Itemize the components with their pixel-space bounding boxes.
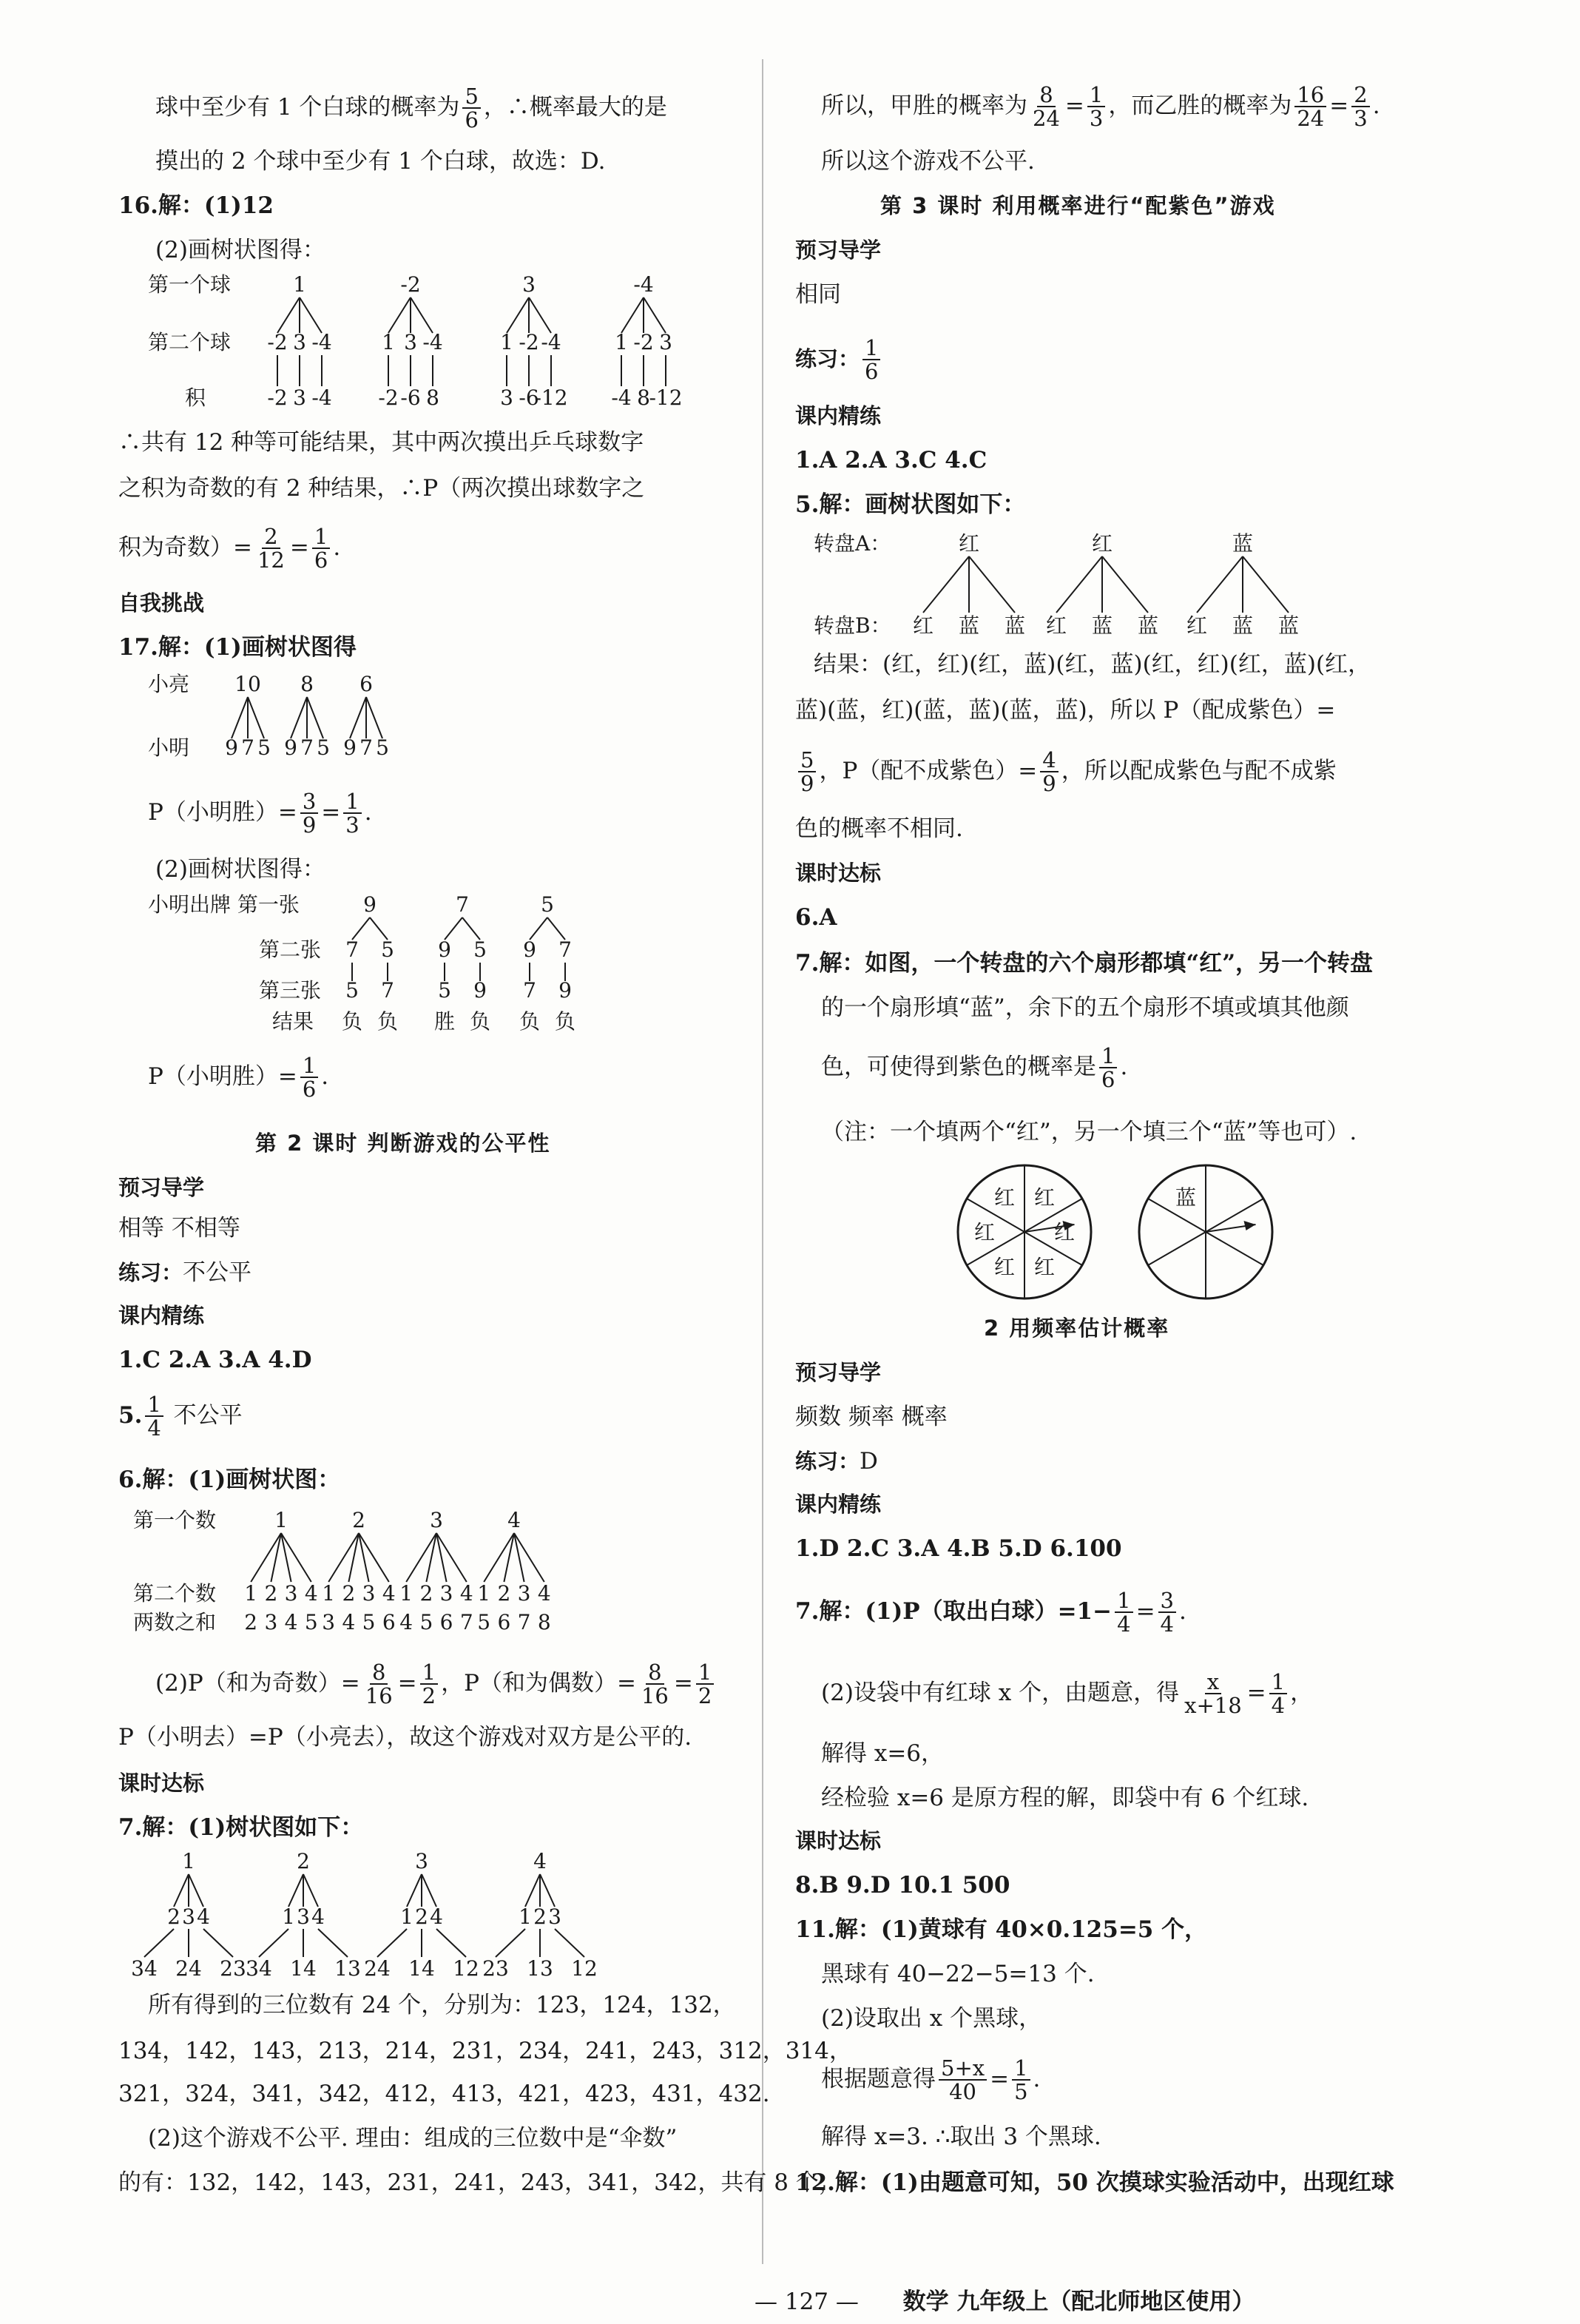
tree-node: 3: [500, 385, 513, 410]
tree-node: 9: [284, 735, 297, 760]
tree-label: 转盘A：: [814, 531, 891, 556]
tree-node: 3: [264, 1610, 278, 1634]
text-line: 6.A: [795, 904, 837, 931]
tree-branch: [540, 1874, 555, 1907]
tree-node: 9: [558, 978, 572, 1003]
tree-node: 13: [334, 1956, 361, 1979]
tree-label: 第二个球: [148, 330, 232, 354]
tree-branch: [174, 1874, 189, 1907]
tree-node: 9: [343, 735, 357, 760]
text-line: 所以，甲胜的概率为 $\frac{8}{24}$ = $\frac{1}{3}$ ，而乙胜的概率为 $\frac{16}{24}$ = $\frac{2}{3}$ .: [821, 82, 1380, 132]
tree-node: 2: [297, 1849, 310, 1873]
tree-node: 蓝: [1137, 613, 1159, 638]
section-heading: 课内精练: [795, 1492, 882, 1517]
tree-node: 1: [322, 1581, 336, 1606]
tree-branch: [248, 697, 264, 738]
tree-branch: [1056, 556, 1102, 613]
text-line: P（小明去）=P（小亮去），故这个游戏对双方是公平的.: [118, 1724, 692, 1751]
tree-node: 1: [477, 1581, 491, 1606]
tree-branch: [530, 917, 547, 940]
tree-branch: [529, 297, 551, 333]
text-line: 色，可使得到紫色的概率是 $\frac{1}{6}$ .: [821, 1043, 1128, 1093]
section-heading: 预习导学: [118, 1175, 205, 1200]
tree-node: -4: [611, 385, 632, 410]
tree-node: 负: [469, 1009, 491, 1034]
tree-node: 4: [459, 1581, 473, 1606]
tree-node: 负: [519, 1009, 541, 1034]
tree-node: 8: [537, 1610, 551, 1634]
text-line: 频数 频率 概率: [795, 1404, 948, 1430]
tree-label: 第二个数: [133, 1581, 217, 1606]
text-line: 5. $\frac{1}{4}$ 不公平: [118, 1392, 243, 1441]
page-footer: [754, 2283, 1255, 2316]
tree-node: 13: [527, 1956, 553, 1979]
spinner-sector-label: 红: [993, 1254, 1016, 1279]
tree-node: 5: [376, 735, 389, 760]
text-line: 之积为奇数的有 2 种结果，∴P（两次摸出球数字之: [118, 475, 645, 502]
tree-branch: [1197, 556, 1243, 613]
tree-label: 结果: [272, 1009, 314, 1034]
tree-node: 4: [342, 1610, 356, 1634]
tree-label: 两数之和: [133, 1610, 217, 1634]
tree-node: 14: [290, 1956, 317, 1979]
text-line: 321，324，341，342，412，413，421，423，431，432.: [118, 2081, 770, 2107]
tree-branch: [1243, 556, 1289, 613]
tree-node: -6: [519, 385, 539, 410]
text-line: 7.解：(1)P（取出白球）=1− $\frac{1}{4}$ = $\frac{3}{4}$ .: [795, 1588, 1186, 1637]
text-line: 的一个扇形填“蓝”，余下的五个扇形不填或填其他颜: [821, 994, 1349, 1021]
tree-branch: [300, 297, 322, 333]
tree-node: 1: [500, 330, 513, 354]
tree-branch: [232, 697, 248, 738]
section-heading: 预习导学: [795, 1360, 882, 1385]
tree-branch: [407, 1874, 422, 1907]
tree-branch: [277, 297, 300, 333]
tree-node: 蓝: [1004, 613, 1026, 638]
tree-node: 2: [167, 1904, 180, 1929]
tree-node: 1: [382, 330, 395, 354]
text-line: 11.解：(1)黄球有 40×0.125=5 个，: [795, 1916, 1208, 1943]
tree-node: 3: [362, 1581, 376, 1606]
tree-label: 第三张: [259, 978, 322, 1003]
text-line: 球中至少有 1 个白球的概率为 $\frac{5}{6}$ ，∴概率最大的是: [155, 84, 667, 133]
text-line: 7.解：如图，一个转盘的六个扇形都填“红”，另一个转盘: [795, 950, 1374, 977]
tree-node: 3: [297, 1904, 310, 1929]
text-line: (2)P（和为奇数）= $\frac{8}{16}$ = $\frac{1}{2}$ ，P（和为偶数）= $\frac{8}{16}$ = $\frac{1}{2}$: [155, 1661, 717, 1708]
tree-node: 2: [352, 1508, 365, 1532]
text-line: 12.解：(1)由题意可知，50 次摸球实验活动中，出现红球: [795, 2169, 1394, 2196]
tree-branch: [377, 1929, 407, 1957]
tree-node: 9: [225, 735, 238, 760]
text-line: 经检验 x=6 是原方程的解，即袋中有 6 个红球.: [821, 1785, 1309, 1811]
tree-branch: [189, 1874, 203, 1907]
section-heading: 课时达标: [795, 860, 882, 886]
tree-node: 3: [322, 1610, 336, 1634]
tree-node: 4: [197, 1904, 210, 1929]
tree-diagram-5: [814, 525, 1331, 644]
tree-node: 负: [554, 1009, 576, 1034]
text-line: 5.解：画树状图如下：: [795, 491, 1026, 518]
tree-node: 7: [517, 1610, 531, 1634]
tree-node: 8: [637, 385, 650, 410]
tree-label: 小亮: [148, 672, 190, 696]
tree-diagram-7: [118, 1846, 754, 1979]
tree-node: 7: [300, 735, 314, 760]
text-line: (2)这个游戏不公平. 理由：组成的三位数中是“伞数”: [148, 2125, 678, 2152]
tree-label: 第一个数: [133, 1508, 217, 1532]
tree-node: 4: [533, 1849, 547, 1873]
text-line: 所有得到的三位数有 24 个，分别为：123，124，132，: [148, 1992, 736, 2018]
tree-node: 7: [381, 978, 394, 1003]
tree-branch: [969, 556, 1015, 613]
tree-node: 9: [523, 937, 536, 962]
tree-node: -2: [633, 330, 654, 354]
tree-node: 2: [497, 1581, 511, 1606]
tree-branch: [1148, 1232, 1206, 1265]
tree-node: 1: [244, 1581, 258, 1606]
tree-branch: [411, 297, 433, 333]
tree-node: 1: [399, 1581, 413, 1606]
text-line: (2)画树状图得：: [155, 237, 325, 263]
text-line: (2)画树状图得：: [155, 856, 325, 883]
tree-node: 5: [419, 1610, 433, 1634]
tree-node: 6: [382, 1610, 396, 1634]
tree-node: 3: [404, 330, 417, 354]
tree-node: 8: [300, 672, 314, 696]
lesson-title: 第 3 课时 利用概率进行“配紫色”游戏: [880, 193, 1276, 218]
text-line: P（小明胜）= $\frac{3}{9}$ = $\frac{1}{3}$ .: [148, 789, 372, 838]
text-line: 色的概率不相同.: [795, 815, 963, 842]
tree-branch: [436, 1929, 466, 1957]
tree-node: 红: [1091, 531, 1113, 556]
tree-node: -12: [534, 385, 568, 410]
tree-node: 2: [415, 1904, 428, 1929]
tree-branch: [366, 697, 382, 738]
text-line: （注：一个填两个“红”，另一个填三个“蓝”等也可）.: [821, 1119, 1357, 1145]
tree-node: 1: [274, 1508, 288, 1532]
tree-node: 1: [282, 1904, 295, 1929]
text-line: 练习：不公平: [118, 1259, 252, 1286]
tree-node: 2: [533, 1904, 547, 1929]
tree-node: -2: [378, 385, 399, 410]
tree-diagram-6: [133, 1502, 754, 1639]
tree-node: -2: [267, 330, 288, 354]
tree-node: 4: [537, 1581, 551, 1606]
text-line: 解得 x=3. ∴取出 3 个黑球.: [821, 2123, 1101, 2150]
tree-label: 第二张: [259, 937, 322, 962]
column-divider: [762, 59, 763, 2264]
tree-node: 34: [131, 1956, 158, 1979]
tree-branch: [303, 1874, 318, 1907]
tree-node: 5: [541, 892, 554, 917]
tree-branch: [1102, 556, 1148, 613]
tree-branch: [496, 1929, 525, 1957]
page-number: — 127 —: [754, 2288, 859, 2315]
tree-node: 9: [438, 937, 451, 962]
tree-node: 7: [241, 735, 254, 760]
text-line: 所以这个游戏不公平.: [821, 148, 1035, 175]
tree-node: 24: [175, 1956, 202, 1979]
spinner-sector-label: 红: [973, 1220, 996, 1244]
tree-node: 4: [507, 1508, 521, 1532]
tree-branch: [525, 1874, 540, 1907]
text-line: 摸出的 2 个球中至少有 1 个白球，故选：D.: [155, 148, 606, 175]
tree-node: 9: [473, 978, 487, 1003]
tree-node: 4: [284, 1610, 298, 1634]
tree-branch: [923, 556, 969, 613]
tree-node: 4: [382, 1581, 396, 1606]
tree-branch: [1206, 1232, 1263, 1265]
tree-node: 4: [430, 1904, 443, 1929]
tree-branch: [318, 1929, 348, 1957]
lesson-title: 第 2 课时 判断游戏的公平性: [255, 1131, 551, 1156]
tree-branch: [288, 1874, 303, 1907]
text-line: 134，142，143，213，214，231，234，241，243，312，314，: [118, 2038, 852, 2064]
tree-node: 3: [293, 385, 306, 410]
text-line: 17.解：(1)画树状图得: [118, 634, 357, 661]
tree-node: 红: [958, 531, 980, 556]
tree-node: 3: [548, 1904, 561, 1929]
text-line: (2)设取出 x 个黑球，: [821, 2005, 1042, 2032]
tree-branch: [307, 697, 323, 738]
tree-branch: [621, 297, 644, 333]
text-line: 相等 不相等: [118, 1215, 240, 1242]
text-line: 练习： $\frac{1}{6}$: [795, 337, 883, 383]
tree-node: 红: [1045, 613, 1067, 638]
tree-node: 蓝: [1232, 531, 1254, 556]
text-line: 蓝)(蓝，红)(蓝，蓝)(蓝，蓝)，所以 P（配成紫色）=: [795, 697, 1336, 724]
text-line: 练习：D: [795, 1448, 878, 1475]
tree-node: 4: [399, 1610, 413, 1634]
tree-node: 3: [439, 1581, 453, 1606]
tree-node: 1: [519, 1904, 532, 1929]
tree-node: 24: [364, 1956, 391, 1979]
tree-label: 第一个球: [148, 272, 232, 297]
section-heading: 课时达标: [118, 1771, 205, 1796]
tree-branch: [644, 297, 666, 333]
tree-node: 8: [426, 385, 439, 410]
tree-branch: [555, 1929, 584, 1957]
tree-node: 6: [497, 1610, 511, 1634]
tree-node: 7: [558, 937, 572, 962]
spinner-sector-label: 红: [993, 1185, 1016, 1210]
tree-node: 10: [234, 672, 261, 696]
tree-diagram-17b: [148, 886, 621, 1042]
tree-node: 12: [453, 1956, 479, 1979]
tree-node: 12: [571, 1956, 598, 1979]
tree-node: 2: [419, 1581, 433, 1606]
tree-node: 红: [1186, 613, 1208, 638]
tree-node: 蓝: [1091, 613, 1113, 638]
spinner-sector-label: 红: [1053, 1220, 1076, 1244]
tree-diagram-17a: [148, 666, 444, 769]
tree-node: 2: [264, 1581, 278, 1606]
tree-node: 5: [257, 735, 271, 760]
tree-node: -4: [311, 385, 332, 410]
tree-branch: [445, 917, 462, 940]
text-line: 解得 x=6，: [821, 1740, 945, 1767]
tree-diagram-16: [148, 268, 754, 416]
tree-node: 3: [517, 1581, 531, 1606]
tree-node: -4: [541, 330, 561, 354]
tree-node: 负: [377, 1009, 399, 1034]
tree-node: 3: [293, 330, 306, 354]
lesson-title: 2 用频率估计概率: [984, 1316, 1170, 1341]
tree-branch: [352, 917, 370, 940]
spinner-sector-label: 红: [1033, 1254, 1056, 1279]
tree-branch: [462, 917, 480, 940]
tree-node: 5: [304, 1610, 318, 1634]
tree-node: 23: [482, 1956, 509, 1979]
spinner-sector-label: 蓝: [1175, 1185, 1197, 1210]
tree-node: 2: [342, 1581, 356, 1606]
text-line: 16.解：(1)12: [118, 192, 274, 219]
tree-node: 6: [359, 672, 373, 696]
tree-node: 蓝: [1232, 613, 1254, 638]
tree-node: 5: [438, 978, 451, 1003]
spinner-wheels: [954, 1158, 1280, 1306]
text-line: 结果：(红，红)(红，蓝)(红，蓝)(红，红)(红，蓝)(红，: [814, 651, 1371, 678]
tree-label: 转盘B：: [814, 613, 891, 638]
text-line: (2)设袋中有红球 x 个，由题意，得 $\frac{x}{x+18}$ = $\frac{1}{4}$ ，: [821, 1669, 1314, 1719]
tree-node: 23: [220, 1956, 246, 1979]
tree-branch: [547, 917, 565, 940]
tree-branch: [350, 697, 366, 738]
tree-branch: [370, 917, 388, 940]
tree-node: -4: [633, 272, 654, 297]
tree-node: 5: [381, 937, 394, 962]
tree-node: 7: [523, 978, 536, 1003]
tree-node: -4: [422, 330, 443, 354]
tree-node: 5: [317, 735, 330, 760]
tree-node: -2: [400, 272, 421, 297]
tree-node: 1: [182, 1849, 195, 1873]
tree-branch: [507, 297, 529, 333]
tree-node: 7: [359, 735, 373, 760]
tree-node: 4: [311, 1904, 325, 1929]
tree-node: 3: [659, 330, 672, 354]
tree-node: 7: [456, 892, 469, 917]
spinner-pointer-head: [1244, 1221, 1256, 1230]
text-line: 1.A 2.A 3.C 4.C: [795, 447, 988, 474]
tree-node: 14: [408, 1956, 435, 1979]
tree-label: 积: [185, 385, 206, 410]
text-line: 相同: [795, 281, 841, 308]
tree-node: 34: [246, 1956, 272, 1979]
tree-node: 5: [473, 937, 487, 962]
tree-node: 5: [345, 978, 359, 1003]
text-line: 积为奇数）= $\frac{2}{12}$ = $\frac{1}{6}$ .: [118, 524, 341, 573]
text-line: 黑球有 40−22−5=13 个.: [821, 1961, 1095, 1987]
tree-node: 1: [615, 330, 628, 354]
tree-node: 2: [244, 1610, 258, 1634]
tree-node: 6: [439, 1610, 453, 1634]
spinner-sector-label: 红: [1033, 1185, 1056, 1210]
tree-node: -2: [267, 385, 288, 410]
text-line: 6.解：(1)画树状图：: [118, 1466, 341, 1493]
section-heading: 课内精练: [118, 1303, 205, 1328]
tree-node: 9: [363, 892, 377, 917]
tree-branch: [259, 1929, 288, 1957]
section-heading: 课时达标: [795, 1828, 882, 1853]
tree-branch: [388, 297, 411, 333]
text-line: 的有：132，142，143，231，241，243，341，342，共有 8 个，: [118, 2169, 842, 2196]
tree-node: 3: [182, 1904, 195, 1929]
tree-branch: [291, 697, 307, 738]
tree-node: 7: [459, 1610, 473, 1634]
tree-node: 蓝: [1277, 613, 1300, 638]
tree-node: 3: [284, 1581, 298, 1606]
text-line: 8.B 9.D 10.1 500: [795, 1872, 1010, 1899]
text-line: 1.C 2.A 3.A 4.D: [118, 1347, 312, 1373]
text-line: 根据题意得 $\frac{5+x}{40}$ = $\frac{1}{5}$ .: [821, 2055, 1041, 2105]
book-subject: 数学 九年级上（配北师地区使用）: [902, 2288, 1255, 2315]
tree-label: 小明出牌 第一张: [148, 892, 300, 917]
tree-node: 负: [341, 1009, 363, 1034]
tree-node: 红: [912, 613, 934, 638]
section-heading: 自我挑战: [118, 590, 205, 616]
text-line: ∴共有 12 种等可能结果，其中两次摸出乒乓球数字: [118, 429, 644, 456]
text-line: 1.D 2.C 3.A 4.B 5.D 6.100: [795, 1535, 1122, 1562]
text-line: P（小明胜）= $\frac{1}{6}$ .: [148, 1053, 329, 1102]
tree-branch: [203, 1929, 233, 1957]
tree-node: 5: [362, 1610, 376, 1634]
text-line: $\frac{5}{9}$ ，P（配不成紫色）= $\frac{4}{9}$ ，所以配成紫色与配不成紫: [795, 749, 1337, 795]
tree-node: 4: [304, 1581, 318, 1606]
tree-branch: [144, 1929, 174, 1957]
tree-branch: [422, 1874, 436, 1907]
tree-node: 胜: [433, 1009, 456, 1034]
tree-node: 7: [345, 937, 359, 962]
tree-label: 小明: [148, 735, 190, 760]
tree-node: 蓝: [958, 613, 980, 638]
tree-node: 3: [522, 272, 536, 297]
section-heading: 预习导学: [795, 238, 882, 263]
tree-node: 3: [415, 1849, 428, 1873]
tree-node: -12: [649, 385, 683, 410]
tree-node: -4: [311, 330, 332, 354]
text-line: 7.解：(1)树状图如下：: [118, 1814, 364, 1841]
tree-node: 5: [477, 1610, 491, 1634]
section-heading: 课内精练: [795, 403, 882, 428]
tree-node: -2: [519, 330, 539, 354]
tree-node: 3: [430, 1508, 443, 1532]
tree-node: 1: [293, 272, 306, 297]
tree-node: 1: [400, 1904, 413, 1929]
tree-node: -6: [400, 385, 421, 410]
